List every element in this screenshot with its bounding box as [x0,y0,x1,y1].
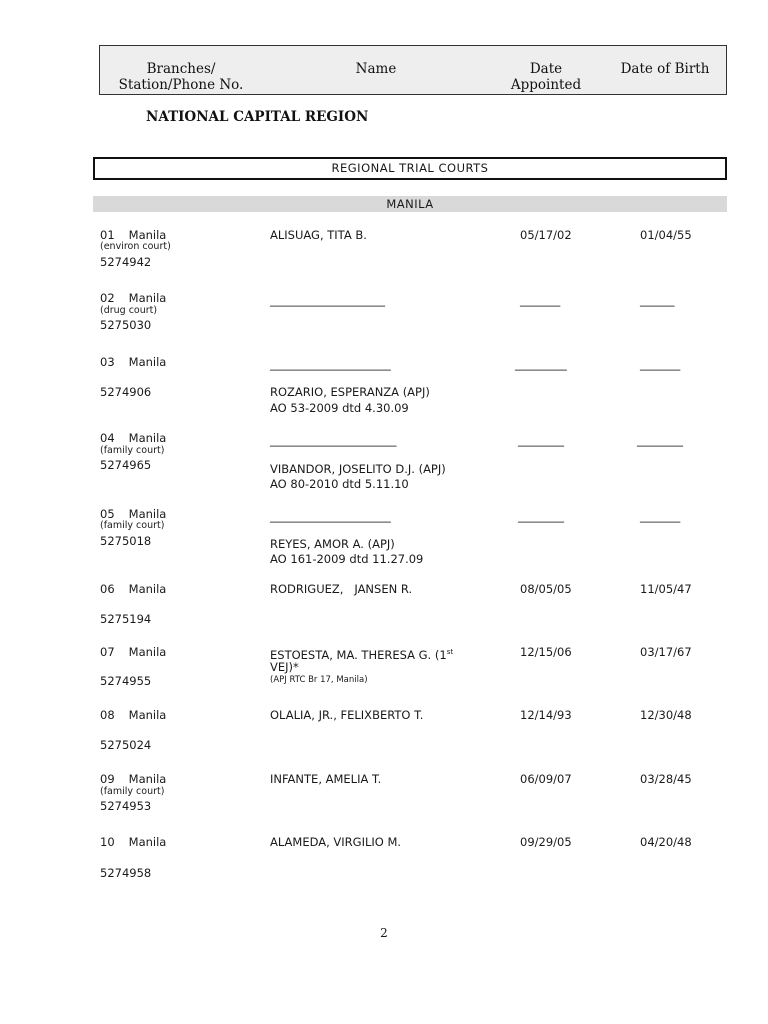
date-of-birth: 11/05/47 [640,582,692,596]
date-appointed-blank: _______ [520,293,561,307]
date-appointed-blank: _________ [515,357,567,371]
apj-note: (APJ RTC Br 17, Manila) [270,675,368,685]
court-type: (family court) [100,786,165,797]
branch-label: 07 Manila [100,645,167,659]
branch-label: 02 Manila [100,291,167,305]
branch-label: 09 Manila [100,772,167,786]
admin-order-note: AO 80-2010 dtd 5.11.10 [270,477,409,491]
date-of-birth-blank: _______ [640,357,681,371]
column-header-box [99,45,727,95]
judge-name: RODRIGUEZ, JANSEN R. [270,582,413,596]
date-of-birth: 12/30/48 [640,708,692,722]
region-heading: NATIONAL CAPITAL REGION [146,109,369,125]
court-type: (drug court) [100,305,158,316]
header-branches: Branches/ Station/Phone No. [118,61,244,93]
date-of-birth-blank: _______ [640,509,681,523]
branch-label: 08 Manila [100,708,167,722]
date-appointed: 08/05/05 [520,582,572,596]
date-appointed: 05/17/02 [520,228,572,242]
date-appointed-blank: ________ [518,433,564,447]
judge-name: ROZARIO, ESPERANZA (APJ) [270,385,430,399]
admin-order-note: AO 161-2009 dtd 11.27.09 [270,552,424,566]
phone-number: 5274965 [100,458,152,472]
header-date-appointed: Date Appointed [510,61,582,93]
court-type: (family court) [100,520,165,531]
branch-label: 03 Manila [100,355,167,369]
judge-name: VIBANDOR, JOSELITO D.J. (APJ) [270,462,446,476]
header-name: Name [355,61,397,77]
phone-number: 5274953 [100,799,152,813]
branch-label: 05 Manila [100,507,167,521]
judge-name-continued: VEJ)* [270,660,299,674]
date-of-birth-blank: ______ [640,293,675,307]
judge-name: ALAMEDA, VIRGILIO M. [270,835,402,849]
courts-title: REGIONAL TRIAL COURTS [93,157,727,180]
judge-name: INFANTE, AMELIA T. [270,772,382,786]
judge-name-blank: _____________________ [270,509,391,523]
judge-name: OLALIA, JR., FELIXBERTO T. [270,708,424,722]
judge-name: REYES, AMOR A. (APJ) [270,537,395,551]
page-number: 2 [380,926,388,940]
date-of-birth: 01/04/55 [640,228,692,242]
judge-name-blank: _____________________ [270,357,391,371]
court-type: (family court) [100,445,165,456]
judge-name: ESTOESTA, MA. THERESA G. (1st [270,647,454,662]
date-appointed: 06/09/07 [520,772,572,786]
branch-label: 10 Manila [100,835,167,849]
date-appointed: 12/15/06 [520,645,572,659]
phone-number: 5275018 [100,534,152,548]
city-heading: MANILA [93,196,727,212]
date-of-birth-blank: ________ [637,433,683,447]
date-appointed: 09/29/05 [520,835,572,849]
phone-number: 5275194 [100,612,152,626]
phone-number: 5274958 [100,866,152,880]
branch-label: 01 Manila [100,228,167,242]
phone-number: 5274906 [100,385,152,399]
phone-number: 5274942 [100,255,152,269]
branch-label: 04 Manila [100,431,167,445]
phone-number: 5274955 [100,674,152,688]
judge-name-blank: ______________________ [270,433,397,447]
phone-number: 5275024 [100,738,152,752]
phone-number: 5275030 [100,318,152,332]
date-appointed-blank: ________ [518,509,564,523]
date-of-birth: 04/20/48 [640,835,692,849]
court-type: (environ court) [100,241,171,252]
date-of-birth: 03/28/45 [640,772,692,786]
header-date-of-birth: Date of Birth [620,61,710,77]
judge-name: ALISUAG, TITA B. [270,228,367,242]
admin-order-note: AO 53-2009 dtd 4.30.09 [270,401,409,415]
branch-label: 06 Manila [100,582,167,596]
date-appointed: 12/14/93 [520,708,572,722]
judge-name-blank: ____________________ [270,293,385,307]
date-of-birth: 03/17/67 [640,645,692,659]
